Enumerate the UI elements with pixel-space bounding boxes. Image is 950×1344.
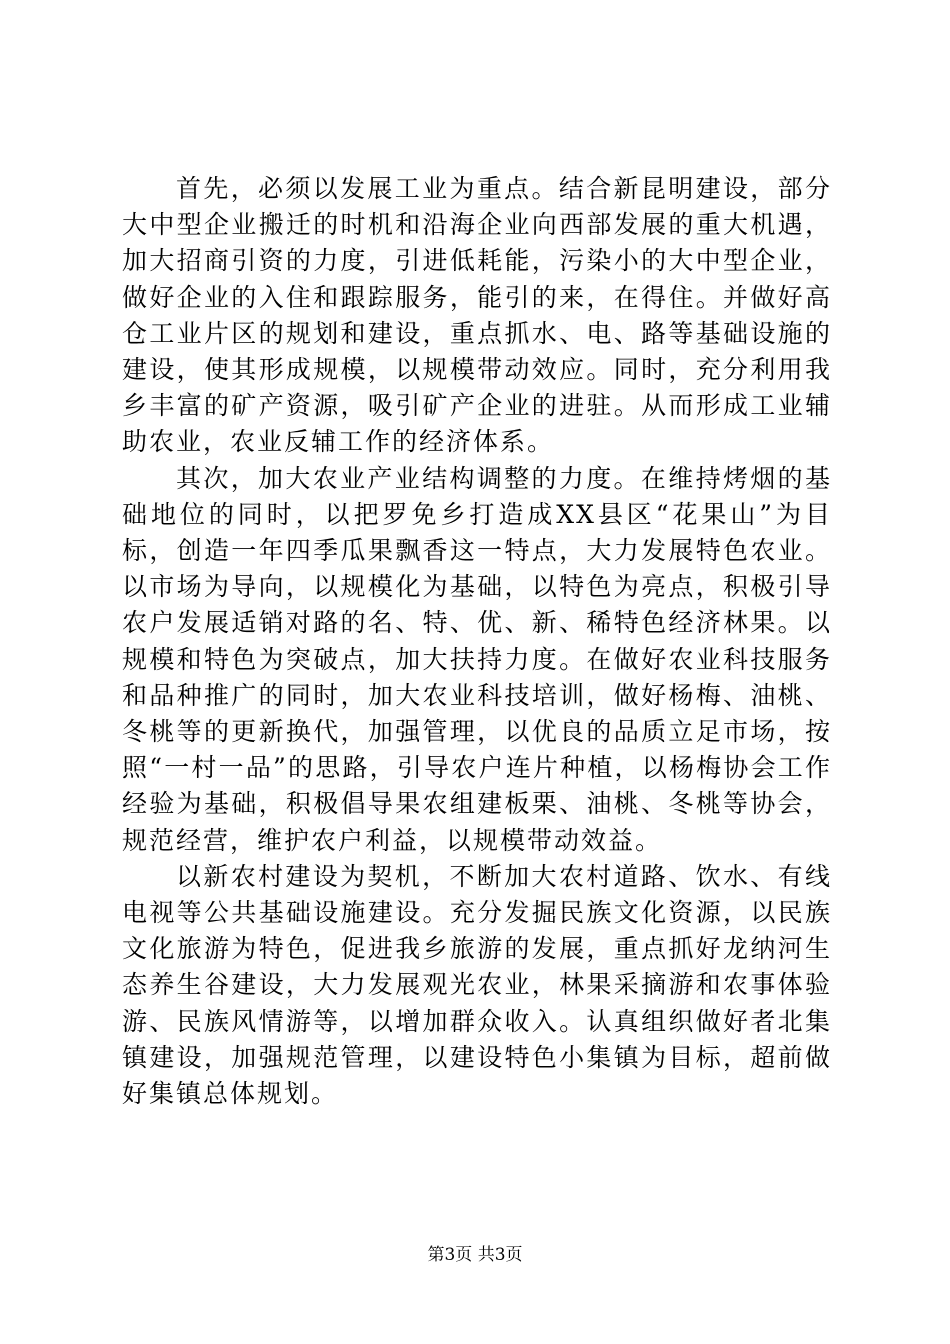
paragraph-rural-construction: 以新农村建设为契机，不断加大农村道路、饮水、有线电视等公共基础设施建设。充分发掘民族文化资源，以民族文化旅游为特色，促进我乡旅游的发展，重点抓好龙纳河生态养生谷建设，大力发展观光农业，林果采摘游和农事体验游、民族风情游等，以增加群众收入。认真组织做好者北集镇建设，加强规范管理，以建设特色小集镇为目标，超前做好集镇总体规划。 [122, 861, 832, 1109]
document-body [122, 171, 832, 1112]
paragraph-agriculture: 其次，加大农业产业结构调整的力度。在维持烤烟的基础地位的同时，以把罗免乡打造成XX县区“花果山”为目标，创造一年四季瓜果飘香这一特点，大力发展特色农业。以市场为导向，以规模化为基础，以特色为亮点，积极引导农户发展适销对路的名、特、优、新、稀特色经济林果。以规模和特色为突破点，加大扶持力度。在做好农业科技服务和品种推广的同时，加大农业科技培训，做好杨梅、油桃、冬桃等的更新换代，加强管理，以优良的品质立足市场，按照“一村一品”的思路，引导农户连片种植，以杨梅协会工作经验为基础，积极倡导果农组建板栗、油桃、冬桃等协会，规范经营，维护农户利益，以规模带动效益。 [122, 463, 832, 855]
paragraph-industry: 首先，必须以发展工业为重点。结合新昆明建设，部分大中型企业搬迁的时机和沿海企业向西部发展的重大机遇，加大招商引资的力度，引进低耗能，污染小的大中型企业，做好企业的入住和跟踪服务，能引的来，在得住。并做好高仓工业片区的规划和建设，重点抓水、电、路等基础设施的建设，使其形成规模，以规模带动效应。同时，充分利用我乡丰富的矿产资源，吸引矿产企业的进驻。从而形成工业辅助农业，农业反辅工作的经济体系。 [122, 174, 832, 457]
page-number-footer: 第3页 共3页 [427, 1245, 523, 1265]
